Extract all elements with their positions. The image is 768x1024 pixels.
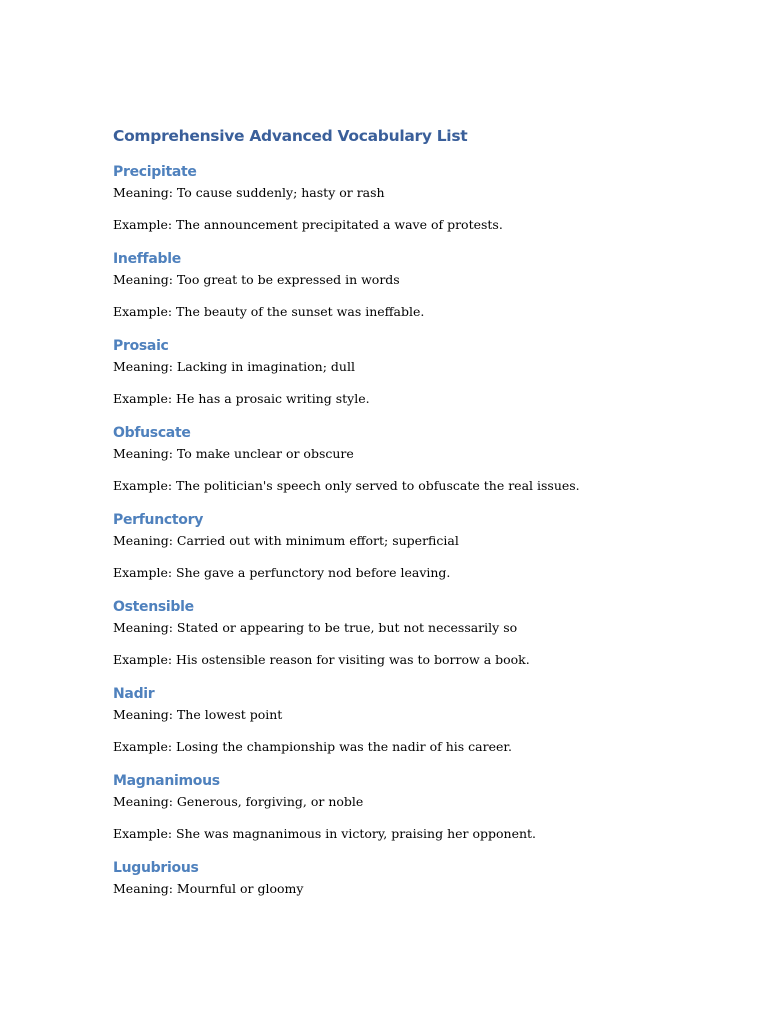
vocab-entry bbox=[113, 596, 713, 683]
vocab-entry bbox=[113, 770, 713, 857]
spacer bbox=[113, 844, 713, 857]
vocab-word: Perfunctory bbox=[113, 512, 204, 528]
spacer bbox=[113, 583, 713, 596]
spacer bbox=[113, 670, 713, 683]
spacer bbox=[113, 551, 713, 563]
spacer bbox=[113, 496, 713, 509]
vocab-meaning: Meaning: Carried out with minimum effort; superficial bbox=[113, 533, 459, 548]
spacer bbox=[113, 812, 713, 824]
vocab-entry bbox=[113, 857, 713, 899]
vocab-meaning: Meaning: Generous, forgiving, or noble bbox=[113, 794, 364, 809]
vocab-word: Ineffable bbox=[113, 251, 181, 267]
vocab-example: Example: He has a prosaic writing style. bbox=[113, 391, 370, 406]
vocab-entry bbox=[113, 422, 713, 509]
vocab-word: Magnanimous bbox=[113, 773, 220, 789]
vocab-meaning: Meaning: Too great to be expressed in words bbox=[113, 272, 400, 287]
vocab-example: Example: The beauty of the sunset was ineffable. bbox=[113, 304, 425, 319]
spacer bbox=[113, 409, 713, 422]
vocab-meaning: Meaning: Stated or appearing to be true, but not necessarily so bbox=[113, 620, 518, 635]
spacer bbox=[113, 725, 713, 737]
vocab-word: Prosaic bbox=[113, 338, 169, 354]
spacer bbox=[113, 322, 713, 335]
vocab-meaning: Meaning: The lowest point bbox=[113, 707, 283, 722]
vocab-word: Ostensible bbox=[113, 599, 194, 615]
vocab-example: Example: The politician's speech only served to obfuscate the real issues. bbox=[113, 478, 580, 493]
document-content bbox=[113, 124, 713, 899]
spacer bbox=[113, 638, 713, 650]
vocab-entry bbox=[113, 161, 713, 248]
vocab-meaning: Meaning: Mournful or gloomy bbox=[113, 881, 304, 896]
vocab-example: Example: Losing the championship was the nadir of his career. bbox=[113, 739, 512, 754]
vocab-word: Nadir bbox=[113, 686, 155, 702]
vocab-meaning: Meaning: To cause suddenly; hasty or rash bbox=[113, 185, 385, 200]
vocab-word: Obfuscate bbox=[113, 425, 191, 441]
spacer bbox=[113, 464, 713, 476]
spacer bbox=[113, 235, 713, 248]
spacer bbox=[113, 203, 713, 215]
spacer bbox=[113, 757, 713, 770]
vocab-example: Example: She was magnanimous in victory, praising her opponent. bbox=[113, 826, 537, 841]
spacer bbox=[113, 290, 713, 302]
spacer bbox=[113, 148, 713, 161]
vocab-entry bbox=[113, 509, 713, 596]
vocab-example: Example: His ostensible reason for visiting was to borrow a book. bbox=[113, 652, 530, 667]
document-title: Comprehensive Advanced Vocabulary List bbox=[113, 127, 468, 145]
vocab-example: Example: The announcement precipitated a wave of protests. bbox=[113, 217, 503, 232]
vocab-entry bbox=[113, 335, 713, 422]
vocab-entry bbox=[113, 683, 713, 770]
vocab-meaning: Meaning: Lacking in imagination; dull bbox=[113, 359, 355, 374]
vocab-entry bbox=[113, 248, 713, 335]
vocab-word: Precipitate bbox=[113, 164, 197, 180]
vocab-example: Example: She gave a perfunctory nod before leaving. bbox=[113, 565, 451, 580]
vocab-word: Lugubrious bbox=[113, 860, 199, 876]
vocab-meaning: Meaning: To make unclear or obscure bbox=[113, 446, 354, 461]
spacer bbox=[113, 377, 713, 389]
